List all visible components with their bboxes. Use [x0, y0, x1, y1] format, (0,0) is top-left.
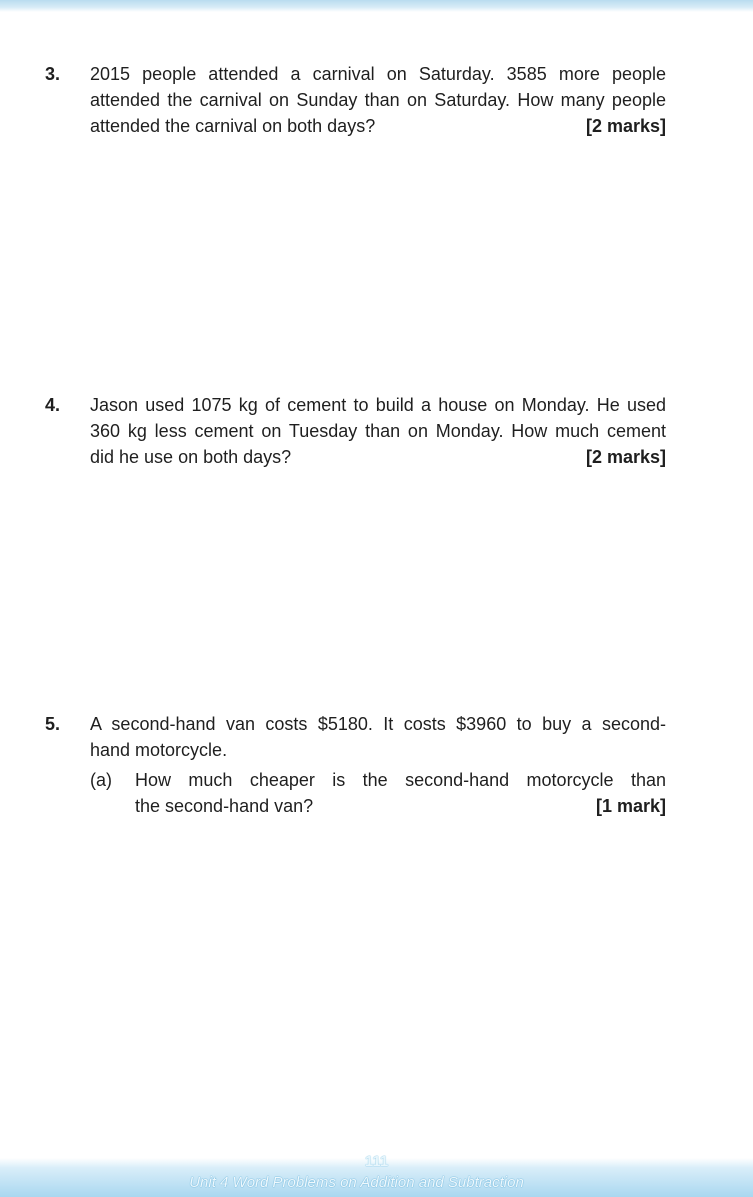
page-number: 111	[364, 1153, 389, 1170]
marks-label: [2 marks]	[585, 447, 666, 467]
unit-title: Unit 4 Word Problems on Addition and Subtraction	[189, 1174, 524, 1191]
question-line: hand motorcycle.	[90, 740, 228, 760]
question-line: 2015 people attended a carnival on Saturday. 3585 more people	[90, 64, 666, 84]
question-line: How much cheaper is the second-hand motorcycle than	[135, 770, 666, 790]
part-text	[135, 767, 666, 819]
question-last-line	[90, 113, 666, 139]
part-label: (a)	[90, 770, 112, 790]
question-number: 4.	[45, 395, 61, 415]
question-text	[90, 392, 666, 470]
question-part-a	[90, 767, 666, 819]
question-line: did he use on both days?	[90, 447, 292, 467]
question-last-line	[90, 444, 666, 470]
marks-label: [2 marks]	[585, 116, 666, 136]
question-line: attended the carnival on both days?	[90, 116, 376, 136]
question-line: attended the carnival on Sunday than on Saturday. How many people	[90, 90, 666, 110]
question-line: 360 kg less cement on Tuesday than on Monday. How much cement	[90, 421, 666, 441]
question-text	[90, 711, 666, 819]
question-line: Jason used 1075 kg of cement to build a house on Monday. He used	[90, 395, 666, 415]
top-decorative-band	[0, 0, 753, 12]
question-number: 5.	[45, 714, 61, 734]
question-text	[90, 61, 666, 139]
question-line: the second-hand van?	[135, 796, 314, 816]
question-line: A second-hand van costs $5180. It costs $3960 to buy a second-	[90, 714, 666, 734]
marks-label: [1 mark]	[595, 796, 666, 816]
question-last-line	[135, 793, 666, 819]
question-number: 3.	[45, 64, 61, 84]
